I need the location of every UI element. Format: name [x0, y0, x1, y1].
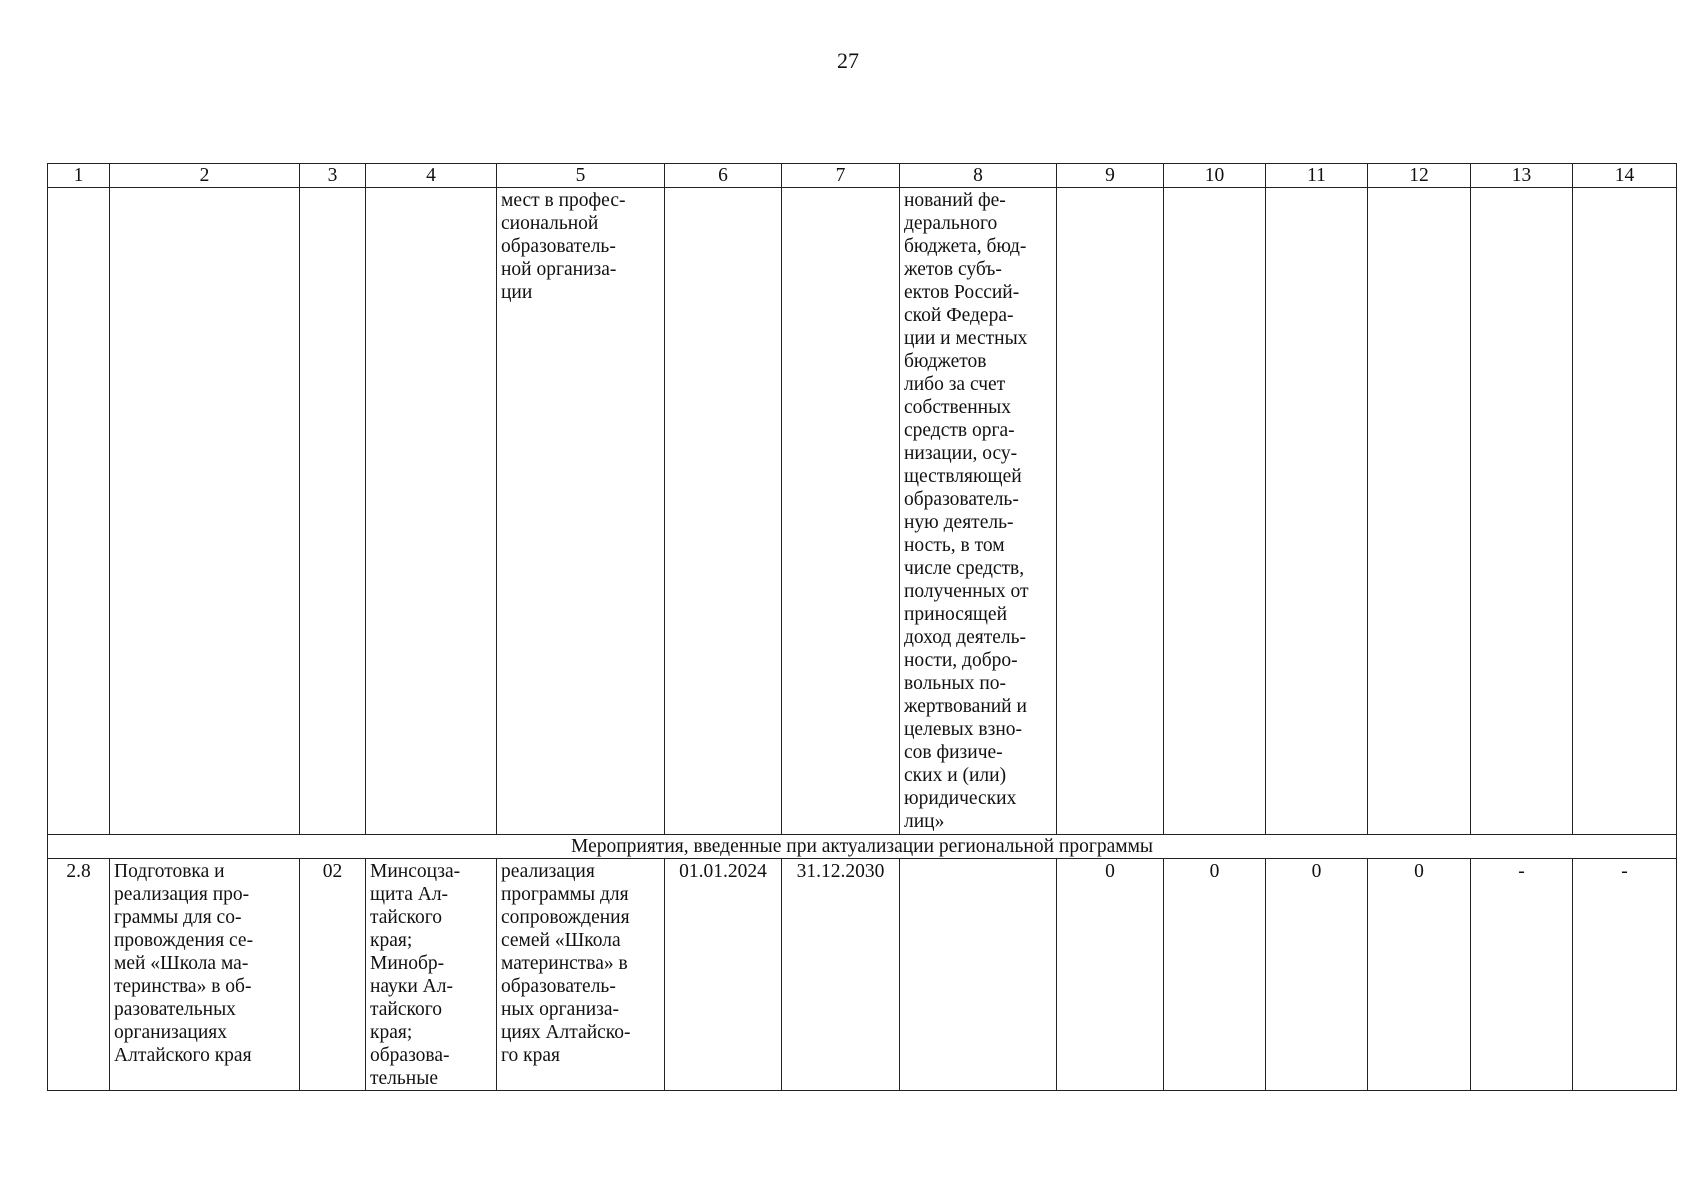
program-table: [47, 163, 1677, 1091]
table-cell: [1164, 188, 1266, 835]
row-number: 2.8: [48, 859, 110, 1091]
section-title: Мероприятия, введенные при актуализации региональной программы: [48, 835, 1677, 859]
column-number: 11: [1266, 164, 1368, 188]
table-cell: [782, 188, 900, 835]
column-number: 3: [300, 164, 366, 188]
value-cell: -: [1573, 859, 1677, 1091]
result-cell: мест в профес- сиональной образователь- ной организа- ции: [497, 188, 665, 835]
value-cell: -: [1471, 859, 1573, 1091]
page-number: 27: [837, 48, 859, 73]
value-cell: 0: [1164, 859, 1266, 1091]
table-cell: [48, 188, 110, 835]
column-number: 5: [497, 164, 665, 188]
column-number: 1: [48, 164, 110, 188]
column-number: 6: [665, 164, 782, 188]
table-cell: [1368, 188, 1471, 835]
table-cell: [1266, 188, 1368, 835]
value-cell: 0: [1368, 859, 1471, 1091]
funding-source-cell: [900, 859, 1057, 1091]
table-cell: [1057, 188, 1164, 835]
table-cell: [110, 188, 300, 835]
column-number: 13: [1471, 164, 1573, 188]
continuation-row: [48, 188, 1677, 835]
result-cell: реализация программы для сопровождения семей «Школа материнства» в образователь- ных организа- циях Алтайско- го края: [497, 859, 665, 1091]
column-number: 10: [1164, 164, 1266, 188]
table-cell: [1471, 188, 1573, 835]
column-number: 7: [782, 164, 900, 188]
value-cell: 0: [1266, 859, 1368, 1091]
code-cell: 02: [300, 859, 366, 1091]
column-number: 12: [1368, 164, 1471, 188]
table-cell: [665, 188, 782, 835]
value-cell: 0: [1057, 859, 1164, 1091]
column-number: 9: [1057, 164, 1164, 188]
table-cell: [366, 188, 497, 835]
start-date-cell: 01.01.2024: [665, 859, 782, 1091]
table-cell: [1573, 188, 1677, 835]
end-date-cell: 31.12.2030: [782, 859, 900, 1091]
table-cell: [300, 188, 366, 835]
column-number: 8: [900, 164, 1057, 188]
column-number: 2: [110, 164, 300, 188]
executor-cell: Минсоцза- щита Ал- тайского края; Минобр- науки Ал- тайского края; образова- тельные: [366, 859, 497, 1091]
column-number: 4: [366, 164, 497, 188]
funding-source-cell: нований фе- дерального бюджета, бюд- жетов субъ- ектов Россий- ской Федера- ции и местных бюджетов либо за счет собственных средств орга- низации, осу- ществляющей образователь- ную деятель- ность, в том числе средств, полученных от приносящей доход деятель- ности, добро- вольных по- жертвований и целевых взно- сов физиче- ских и (или) юридических лиц»: [900, 188, 1057, 835]
section-row: [48, 835, 1677, 859]
measure-name-cell: Подготовка и реализация про- граммы для со- провождения се- мей «Школа ма- теринства» в об- разовательных организациях Алтайского края: [110, 859, 300, 1091]
column-number-row: [48, 164, 1677, 188]
column-number: 14: [1573, 164, 1677, 188]
table-row: [48, 859, 1677, 1091]
